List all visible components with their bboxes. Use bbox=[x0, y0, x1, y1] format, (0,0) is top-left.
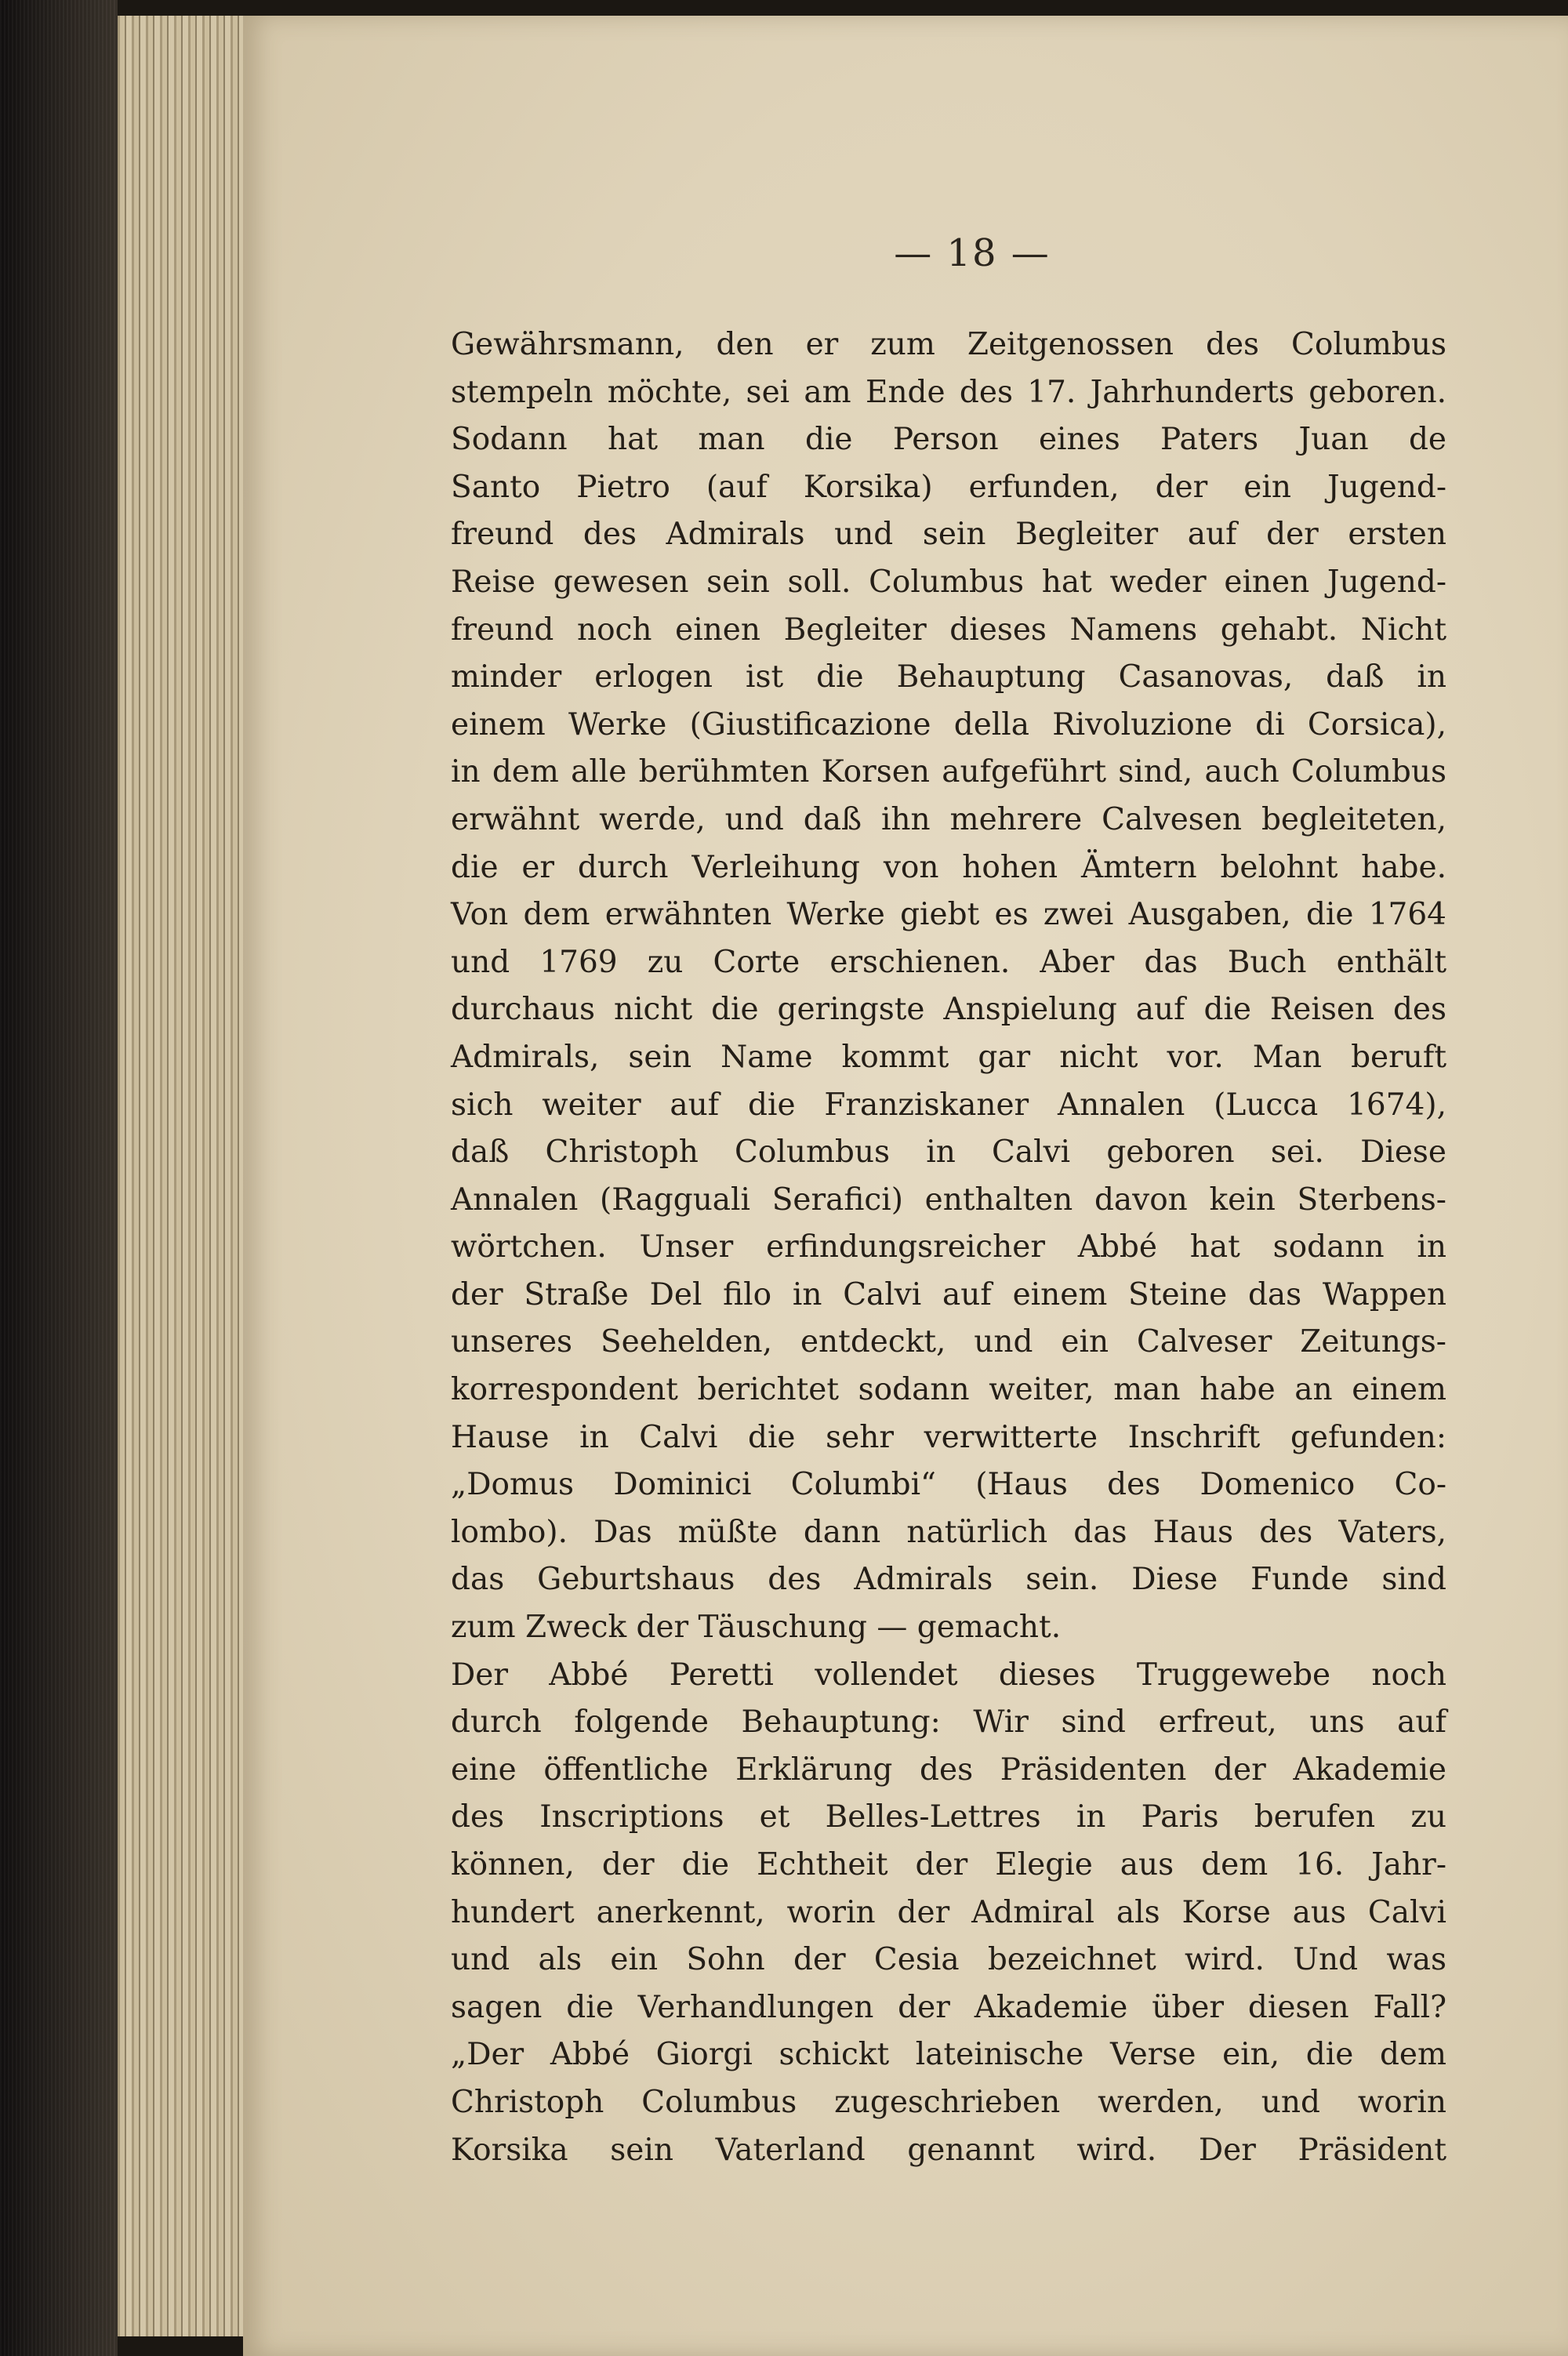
text-line: freund noch einen Begleiter dieses Namens gehabt. Nicht bbox=[451, 612, 1446, 648]
text-line: Christoph Columbus zugeschrieben werden, und worin bbox=[451, 2084, 1446, 2120]
text-line: durchaus nicht die geringste Anspielung auf die Reisen des bbox=[451, 992, 1446, 1028]
text-line: Annalen (Ragguali Serafici) enthalten davon kein Sterbens- bbox=[451, 1182, 1446, 1218]
text-line: Santo Pietro (auf Korsika) erfunden, der ein Jugend- bbox=[451, 469, 1446, 505]
text-line: in dem alle berühmten Korsen aufgeführt sind, auch Columbus bbox=[451, 754, 1446, 790]
text-line: „Domus Dominici Columbi“ (Haus des Domenico Co- bbox=[451, 1467, 1446, 1503]
text-line: unseres Seehelden, entdeckt, und ein Calveser Zeitungs- bbox=[451, 1324, 1446, 1360]
text-line: wörtchen. Unser erfindungsreicher Abbé hat sodann in bbox=[451, 1229, 1446, 1265]
text-line: sich weiter auf die Franziskaner Annalen (Lucca 1674), bbox=[451, 1087, 1446, 1123]
text-line: Gewährsmann, den er zum Zeitgenossen des Columbus bbox=[451, 327, 1446, 362]
text-line: durch folgende Behauptung: Wir sind erfreut, uns auf bbox=[451, 1704, 1446, 1741]
text-line: hundert anerkennt, worin der Admiral als Korse aus Calvi bbox=[451, 1894, 1446, 1930]
page-edges bbox=[118, 16, 247, 2336]
text-line: Korsika sein Vaterland genannt wird. Der Präsident bbox=[451, 2132, 1446, 2168]
text-line: Hause in Calvi die sehr verwitterte Inschrift gefunden: bbox=[451, 1419, 1446, 1455]
text-line: und 1769 zu Corte erschienen. Aber das Buch enthält bbox=[451, 944, 1446, 980]
text-line: Von dem erwähnten Werke giebt es zwei Ausgaben, die 1764 bbox=[451, 897, 1446, 933]
text-line: können, der die Echtheit der Elegie aus dem 16. Jahr- bbox=[451, 1847, 1446, 1882]
text-line: „Der Abbé Giorgi schickt lateinische Verse ein, die dem bbox=[451, 2037, 1446, 2073]
text-line: der Straße Del filo in Calvi auf einem Steine das Wappen bbox=[451, 1276, 1446, 1312]
text-line: die er durch Verleihung von hohen Ämtern belohnt habe. bbox=[451, 849, 1446, 885]
text-line: Sodann hat man die Person eines Paters Juan de bbox=[451, 422, 1446, 458]
text-line: stempeln möchte, sei am Ende des 17. Jahrhunderts geboren. bbox=[451, 374, 1446, 410]
text-line: korrespondent berichtet sodann weiter, man habe an einem bbox=[451, 1372, 1446, 1408]
text-line: und als ein Sohn der Cesia bezeichnet wird. Und was bbox=[451, 1942, 1446, 1978]
text-line: daß Christoph Columbus in Calvi geboren sei. Diese bbox=[451, 1134, 1446, 1171]
text-line: Admirals, sein Name kommt gar nicht vor. Man beruft bbox=[451, 1039, 1446, 1075]
text-line: minder erlogen ist die Behauptung Casanovas, daß in bbox=[451, 659, 1446, 695]
text-line: erwähnt werde, und daß ihn mehrere Calvesen begleiteten, bbox=[451, 801, 1446, 837]
body-text bbox=[451, 321, 1446, 2174]
page-number: — 18 — bbox=[894, 231, 1051, 275]
text-line: zum Zweck der Täuschung — gemacht. bbox=[451, 1610, 1062, 1646]
text-line: eine öffentliche Erklärung des Präsidenten der Akademie bbox=[451, 1752, 1446, 1788]
book-cover-edge bbox=[0, 0, 118, 2356]
text-line: Der Abbé Peretti vollendet dieses Truggewebe noch bbox=[451, 1657, 1446, 1693]
text-line: lombo). Das müßte dann natürlich das Haus des Vaters, bbox=[451, 1514, 1446, 1550]
text-line: Reise gewesen sein soll. Columbus hat weder einen Jugend- bbox=[451, 564, 1446, 600]
text-line: einem Werke (Giustificazione della Rivoluzione di Corsica), bbox=[451, 706, 1446, 742]
text-line: das Geburtshaus des Admirals sein. Diese Funde sind bbox=[451, 1562, 1446, 1598]
text-line: des Inscriptions et Belles-Lettres in Paris berufen zu bbox=[451, 1799, 1446, 1835]
text-line: freund des Admirals und sein Begleiter auf der ersten bbox=[451, 517, 1446, 553]
text-line: sagen die Verhandlungen der Akademie über diesen Fall? bbox=[451, 1989, 1446, 2025]
